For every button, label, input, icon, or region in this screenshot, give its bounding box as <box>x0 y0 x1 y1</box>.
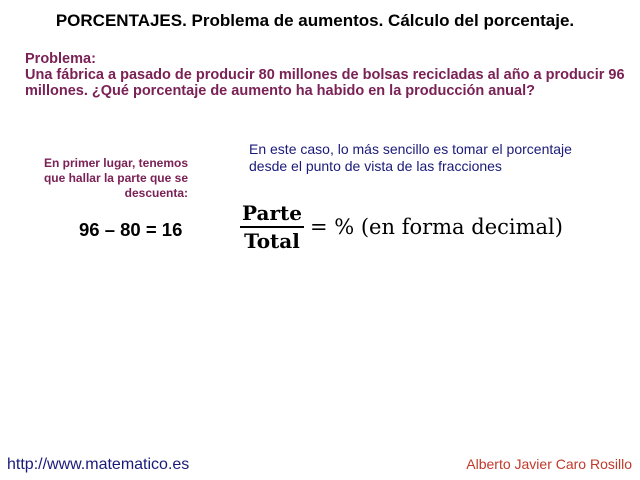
fraction-bar <box>240 226 304 228</box>
fraction <box>240 202 304 253</box>
percentage-formula <box>240 202 563 253</box>
problem-text: Una fábrica a pasado de producir 80 millones de bolsas recicladas al año a producir 96 millones. ¿Qué porcentaje de aumento ha habido en la producción anual? <box>25 67 625 99</box>
fraction-numerator: Parte <box>242 201 302 225</box>
formula-rhs: = % (en forma decimal) <box>309 215 563 240</box>
problem-heading: Problema: <box>25 51 96 67</box>
website-link[interactable]: http://www.matematico.es <box>7 456 190 473</box>
side-note: En primer lugar, tenemos que hallar la parte que se descuenta: <box>43 156 188 200</box>
subtraction-equation: 96 – 80 = 16 <box>79 219 183 240</box>
page-title: PORCENTAJES. Problema de aumentos. Cálculo del porcentaje. <box>55 11 575 30</box>
problem-statement <box>25 51 635 99</box>
explanation-text: En este caso, lo más sencillo es tomar el porcentaje desde el punto de vista de las fracciones <box>249 141 572 174</box>
fraction-denominator: Total <box>244 228 300 253</box>
author-name: Alberto Javier Caro Rosillo <box>466 456 632 472</box>
